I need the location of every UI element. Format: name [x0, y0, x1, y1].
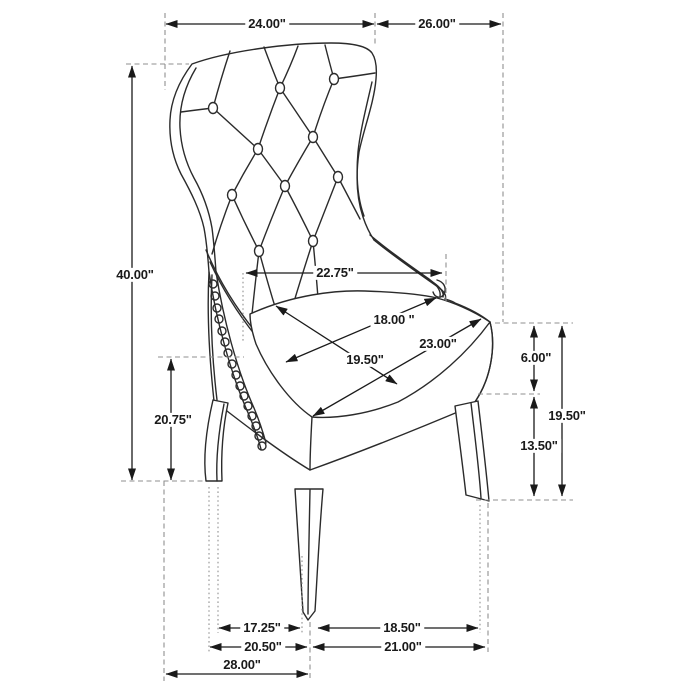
dim-label-overall-depth: 28.00": [220, 658, 264, 672]
dim-label-seat-thickness: 6.00": [518, 351, 554, 365]
dim-label-front-leg-spacing: 17.25": [240, 621, 284, 635]
dim-label-top-depth: 26.00": [415, 17, 459, 31]
dim-label-back-seat-width: 22.75": [313, 266, 357, 280]
dim-label-seat-width: 18.00 ": [371, 313, 418, 327]
dim-label-base-side-depth: 21.00": [381, 640, 425, 654]
dim-label-seat-front-width: 23.00": [416, 337, 460, 351]
dim-label-back-width: 24.00": [245, 17, 289, 31]
dim-label-seat-depth: 19.50": [343, 353, 387, 367]
dim-label-floor-to-seat: 19.50": [545, 409, 589, 423]
dim-label-side-leg-spacing: 18.50": [380, 621, 424, 635]
dim-label-base-front-width: 20.50": [241, 640, 285, 654]
dim-label-arm-height: 20.75": [151, 413, 195, 427]
dim-label-overall-height: 40.00": [113, 268, 157, 282]
dim-label-leg-height: 13.50": [517, 439, 561, 453]
